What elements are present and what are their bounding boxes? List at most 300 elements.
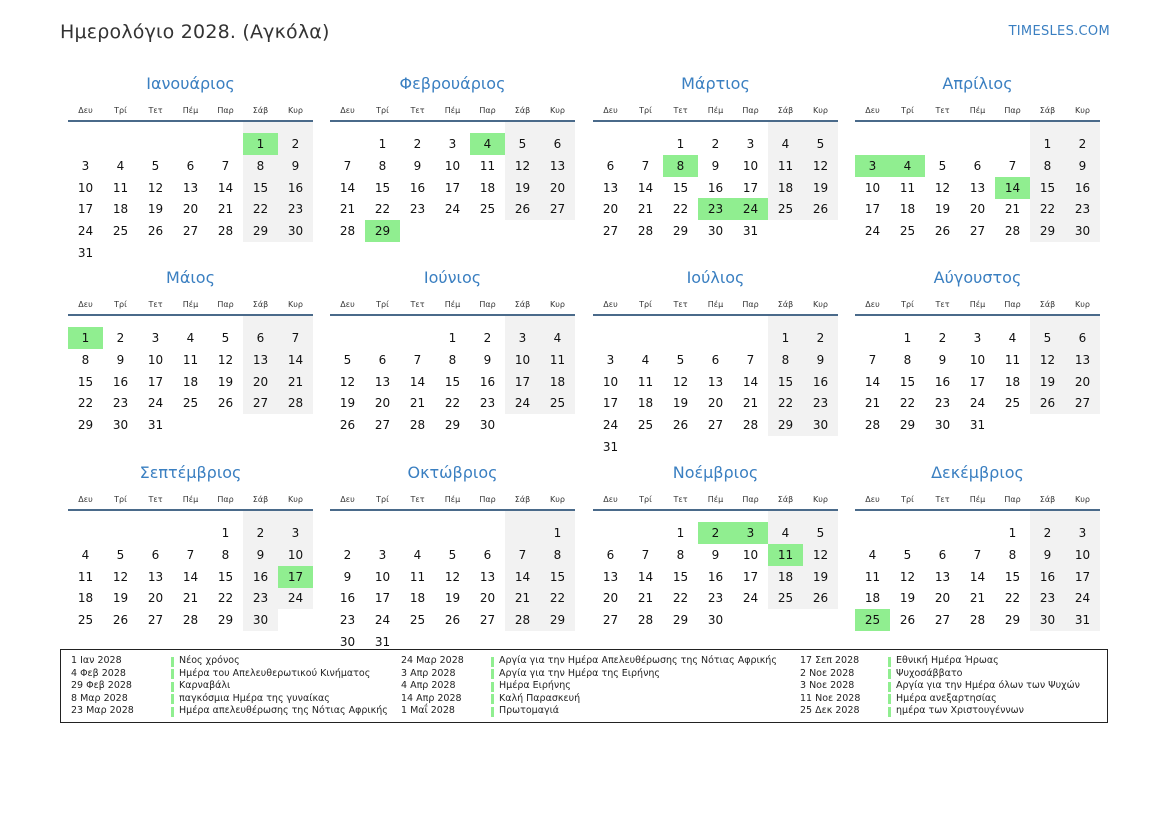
day-cell: 5	[903, 547, 912, 562]
day-cell: 29	[217, 613, 234, 628]
weekday-label: Τρί	[376, 106, 389, 115]
header-rule	[593, 314, 838, 316]
day-cell: 31	[77, 246, 94, 260]
day-cell: 29	[1004, 613, 1021, 628]
day-cell: 20	[182, 202, 199, 217]
weekday-label: Δευ	[78, 495, 93, 504]
day-cell: 4	[781, 526, 790, 540]
month-name: Φεβρουάριος	[399, 74, 506, 93]
weekday-label: Τετ	[148, 300, 163, 309]
month-calendar	[593, 268, 838, 454]
day-cell: 7	[221, 158, 230, 173]
day-cell: 14	[339, 180, 356, 195]
site-link[interactable]: TIMESLES.COM	[1008, 24, 1110, 39]
holiday-marker	[491, 657, 494, 667]
day-cell: 9	[1043, 547, 1052, 562]
day-cell: 6	[973, 158, 982, 173]
day-cell: 9	[291, 158, 300, 173]
day-cell: 3	[973, 331, 982, 345]
day-cell: 24	[147, 396, 164, 411]
header-rule	[330, 314, 575, 316]
holiday-marker	[171, 682, 174, 692]
weekday-label: Σάβ	[252, 495, 269, 504]
day-cell: 9	[483, 352, 492, 367]
day-cell: 13	[1074, 352, 1091, 367]
weekday-label: Σάβ	[252, 106, 269, 115]
day-cell: 28	[339, 224, 356, 239]
day-cell: 21	[1004, 202, 1021, 217]
day-cell: 9	[938, 352, 947, 367]
day-cell: 5	[676, 352, 685, 367]
day-cell: 27	[602, 613, 619, 628]
day-cell: 28	[514, 613, 531, 628]
day-cell: 27	[969, 224, 986, 239]
day-cell: 30	[707, 224, 724, 239]
day-cell: 9	[116, 352, 125, 367]
day-cell: 20	[374, 396, 391, 411]
holiday-date: 25 Δεκ 2028	[800, 705, 860, 717]
day-cell: 4	[868, 547, 877, 562]
month-calendar	[330, 268, 575, 448]
day-cell: 11	[777, 158, 794, 173]
weekday-label: Παρ	[217, 300, 234, 309]
month-calendar	[855, 74, 1100, 254]
day-cell: 31	[742, 224, 759, 239]
month-calendar	[68, 74, 313, 260]
day-cell: 1	[221, 526, 230, 540]
day-cell: 9	[711, 547, 720, 562]
day-cell: 12	[812, 547, 829, 562]
day-cell: 24	[77, 224, 94, 239]
day-cell: 24	[374, 613, 391, 628]
day-cell: 11	[77, 569, 94, 584]
day-cell: 16	[479, 374, 496, 389]
holiday-date: 4 Απρ 2028	[401, 680, 456, 692]
day-cell: 4	[116, 158, 125, 173]
day-cell: 5	[151, 158, 160, 173]
holiday-date: 23 Μαρ 2028	[71, 705, 134, 717]
day-cell: 21	[637, 202, 654, 217]
day-cell: 24	[1074, 591, 1091, 606]
day-cell: 20	[479, 591, 496, 606]
weekday-label: Τετ	[935, 495, 950, 504]
weekday-label: Παρ	[217, 495, 234, 504]
weekday-label: Σάβ	[1039, 495, 1056, 504]
holiday-marker	[171, 657, 174, 667]
day-cell: 23	[707, 591, 724, 606]
day-cell: 9	[343, 569, 352, 584]
day-cell: 29	[444, 418, 461, 433]
month-name: Ιούνιος	[423, 268, 482, 287]
day-cell: 8	[448, 352, 457, 367]
day-cell: 12	[444, 569, 461, 584]
day-cell: 28	[217, 224, 234, 239]
weekday-label: Τρί	[901, 106, 914, 115]
day-cell: 12	[899, 569, 916, 584]
holiday-day: 29	[365, 220, 400, 242]
day-cell: 11	[112, 180, 129, 195]
holiday-name: Ημέρα Ειρήνης	[499, 680, 571, 692]
day-cell: 31	[147, 418, 164, 433]
day-cell: 19	[672, 396, 689, 411]
day-cell: 18	[1004, 374, 1021, 389]
month-calendar	[593, 463, 838, 643]
day-cell: 15	[672, 569, 689, 584]
day-cell: 20	[969, 202, 986, 217]
day-cell: 16	[1074, 180, 1091, 195]
weekday-label: Πέμ	[444, 106, 461, 115]
day-cell: 11	[549, 352, 566, 367]
holiday-day: 17	[278, 566, 313, 588]
day-cell: 25	[182, 396, 199, 411]
day-cell: 25	[777, 202, 794, 217]
day-cell: 22	[672, 591, 689, 606]
day-cell: 9	[413, 158, 422, 173]
weekday-label: Τρί	[639, 106, 652, 115]
header-rule	[68, 120, 313, 122]
day-cell: 3	[81, 158, 90, 173]
day-cell: 20	[602, 202, 619, 217]
day-cell: 10	[969, 352, 986, 367]
day-cell: 10	[77, 180, 94, 195]
day-cell: 3	[518, 331, 527, 345]
day-cell: 31	[1074, 613, 1091, 628]
day-cell: 19	[339, 396, 356, 411]
weekday-label: Κυρ	[288, 495, 303, 504]
day-cell: 6	[606, 158, 615, 173]
day-cell: 23	[1074, 202, 1091, 217]
day-cell: 31	[602, 440, 619, 454]
day-cell: 10	[602, 374, 619, 389]
day-cell: 23	[1039, 591, 1056, 606]
day-cell: 11	[409, 569, 426, 584]
day-cell: 14	[742, 374, 759, 389]
day-cell: 15	[1039, 180, 1056, 195]
day-cell: 11	[182, 352, 199, 367]
day-cell: 20	[549, 180, 566, 195]
day-cell: 20	[1074, 374, 1091, 389]
month-name: Απρίλιος	[942, 74, 1013, 93]
day-cell: 10	[742, 547, 759, 562]
holiday-day: 8	[663, 155, 698, 177]
holiday-day: 25	[855, 609, 890, 631]
weekday-label: Τετ	[410, 106, 425, 115]
month-name: Οκτώβριος	[407, 463, 498, 482]
holiday-day: 1	[243, 133, 278, 155]
day-cell: 3	[151, 331, 160, 345]
month-name: Μάρτιος	[681, 74, 750, 93]
weekday-label: Πέμ	[444, 495, 461, 504]
day-cell: 28	[969, 613, 986, 628]
day-cell: 26	[812, 591, 829, 606]
day-cell: 2	[1043, 526, 1052, 540]
holiday-day: 24	[733, 198, 768, 220]
weekday-label: Κυρ	[288, 106, 303, 115]
day-cell: 1	[378, 137, 387, 151]
day-cell: 16	[287, 180, 304, 195]
day-cell: 17	[514, 374, 531, 389]
day-cell: 5	[816, 526, 825, 540]
day-cell: 2	[816, 331, 825, 345]
holiday-day: 14	[995, 177, 1030, 199]
weekday-label: Παρ	[742, 495, 759, 504]
day-cell: 1	[448, 331, 457, 345]
day-cell: 17	[444, 180, 461, 195]
holiday-marker	[491, 669, 494, 679]
day-cell: 2	[1078, 137, 1087, 151]
day-cell: 10	[444, 158, 461, 173]
day-cell: 20	[934, 591, 951, 606]
day-cell: 5	[816, 137, 825, 151]
month-name: Αύγουστος	[933, 268, 1022, 287]
day-cell: 6	[1078, 331, 1087, 345]
weekday-label: Δευ	[340, 300, 355, 309]
day-cell: 12	[147, 180, 164, 195]
weekday-label: Παρ	[217, 106, 234, 115]
day-cell: 14	[969, 569, 986, 584]
month-name: Ιανουάριος	[146, 74, 235, 93]
day-cell: 5	[938, 158, 947, 173]
day-cell: 15	[444, 374, 461, 389]
day-cell: 9	[1078, 158, 1087, 173]
day-cell: 8	[553, 547, 562, 562]
day-cell: 6	[711, 352, 720, 367]
day-cell: 17	[742, 180, 759, 195]
day-cell: 18	[112, 202, 129, 217]
day-cell: 30	[287, 224, 304, 239]
day-cell: 23	[287, 202, 304, 217]
day-cell: 24	[514, 396, 531, 411]
day-cell: 17	[374, 591, 391, 606]
weekday-label: Σάβ	[252, 300, 269, 309]
day-cell: 21	[339, 202, 356, 217]
holiday-date: 1 Μαΐ 2028	[401, 705, 455, 717]
holiday-marker	[491, 682, 494, 692]
day-cell: 12	[112, 569, 129, 584]
day-cell: 19	[112, 591, 129, 606]
day-cell: 7	[413, 352, 422, 367]
weekday-label: Κυρ	[550, 300, 565, 309]
day-cell: 10	[864, 180, 881, 195]
day-cell: 23	[409, 202, 426, 217]
weekday-label: Κυρ	[813, 495, 828, 504]
weekday-label: Τετ	[148, 495, 163, 504]
weekday-label: Δευ	[865, 300, 880, 309]
day-cell: 13	[182, 180, 199, 195]
weekday-label: Σάβ	[514, 495, 531, 504]
day-cell: 7	[973, 547, 982, 562]
day-cell: 10	[514, 352, 531, 367]
weekday-label: Παρ	[1004, 495, 1021, 504]
weekday-label: Τρί	[114, 300, 127, 309]
holiday-name: Αργία για την Ημέρα όλων των Ψυχών	[896, 680, 1080, 692]
day-cell: 8	[781, 352, 790, 367]
day-cell: 16	[934, 374, 951, 389]
holiday-marker	[491, 707, 494, 717]
holiday-name: ημέρα των Χριστουγέννων	[896, 705, 1024, 717]
day-cell: 26	[514, 202, 531, 217]
day-cell: 13	[969, 180, 986, 195]
day-cell: 14	[637, 569, 654, 584]
day-cell: 17	[742, 569, 759, 584]
day-cell: 19	[1039, 374, 1056, 389]
day-cell: 7	[186, 547, 195, 562]
day-cell: 20	[252, 374, 269, 389]
day-cell: 14	[287, 352, 304, 367]
header-rule	[68, 314, 313, 316]
weekday-label: Παρ	[742, 300, 759, 309]
day-cell: 11	[1004, 352, 1021, 367]
day-cell: 29	[777, 418, 794, 433]
day-cell: 22	[77, 396, 94, 411]
day-cell: 25	[479, 202, 496, 217]
day-cell: 13	[602, 180, 619, 195]
holiday-date: 14 Απρ 2028	[401, 692, 462, 704]
day-cell: 25	[1004, 396, 1021, 411]
holiday-day: 1	[68, 327, 103, 349]
holiday-marker	[888, 657, 891, 667]
holiday-name: παγκόσμια Ημέρα της γυναίκας	[179, 692, 330, 704]
day-cell: 8	[1008, 547, 1017, 562]
month-calendar	[593, 74, 838, 254]
day-cell: 22	[672, 202, 689, 217]
day-cell: 21	[864, 396, 881, 411]
day-cell: 1	[903, 331, 912, 345]
day-cell: 3	[448, 137, 457, 151]
weekday-label: Σάβ	[1039, 106, 1056, 115]
holiday-name: Καλή Παρασκευή	[499, 692, 581, 704]
day-cell: 5	[1043, 331, 1052, 345]
day-cell: 30	[1074, 224, 1091, 239]
day-cell: 12	[514, 158, 531, 173]
day-cell: 8	[256, 158, 265, 173]
holiday-marker	[888, 694, 891, 704]
day-cell: 29	[672, 224, 689, 239]
day-cell: 30	[479, 418, 496, 433]
holiday-date: 2 Νοε 2028	[800, 667, 855, 679]
day-cell: 27	[479, 613, 496, 628]
holiday-date: 4 Φεβ 2028	[71, 667, 126, 679]
month-name: Μάιος	[166, 268, 215, 287]
day-cell: 15	[374, 180, 391, 195]
day-cell: 29	[549, 613, 566, 628]
day-cell: 25	[409, 613, 426, 628]
holiday-name: Ημέρα του Απελευθερωτικού Κινήματος	[179, 667, 371, 679]
weekday-label: Κυρ	[550, 106, 565, 115]
day-cell: 8	[81, 352, 90, 367]
day-cell: 1	[1008, 526, 1017, 540]
page-title: Ημερολόγιο 2028. (Αγκόλα)	[60, 21, 330, 43]
day-cell: 23	[339, 613, 356, 628]
day-cell: 19	[812, 180, 829, 195]
month-calendar	[330, 463, 575, 649]
day-cell: 12	[812, 158, 829, 173]
month-name: Σεπτέμβριος	[139, 463, 242, 482]
day-cell: 18	[479, 180, 496, 195]
day-cell: 21	[969, 591, 986, 606]
day-cell: 5	[116, 547, 125, 562]
day-cell: 26	[1039, 396, 1056, 411]
day-cell: 16	[409, 180, 426, 195]
day-cell: 1	[553, 526, 562, 540]
day-cell: 14	[409, 374, 426, 389]
month-name: Ιούλιος	[686, 268, 745, 287]
day-cell: 13	[479, 569, 496, 584]
day-cell: 7	[868, 352, 877, 367]
day-cell: 20	[602, 591, 619, 606]
day-cell: 30	[707, 613, 724, 628]
weekday-label: Παρ	[479, 300, 496, 309]
day-cell: 19	[934, 202, 951, 217]
weekday-label: Δευ	[78, 106, 93, 115]
day-cell: 12	[672, 374, 689, 389]
weekday-label: Σάβ	[777, 300, 794, 309]
holiday-name: Αργία για την Ημέρα Απελευθέρωσης της Νότιας Αφρικής	[499, 655, 777, 666]
day-cell: 1	[676, 137, 685, 151]
day-cell: 22	[252, 202, 269, 217]
day-cell: 6	[378, 352, 387, 367]
day-cell: 26	[934, 224, 951, 239]
day-cell: 10	[742, 158, 759, 173]
day-cell: 13	[549, 158, 566, 173]
holiday-marker	[888, 707, 891, 717]
day-cell: 17	[147, 374, 164, 389]
holiday-name: Νέος χρόνος	[179, 655, 240, 666]
weekday-label: Παρ	[1004, 106, 1021, 115]
weekday-label: Τετ	[935, 106, 950, 115]
day-cell: 15	[672, 180, 689, 195]
day-cell: 25	[899, 224, 916, 239]
day-cell: 14	[514, 569, 531, 584]
weekday-label: Κυρ	[813, 300, 828, 309]
holiday-date: 29 Φεβ 2028	[71, 680, 132, 692]
day-cell: 7	[1008, 158, 1017, 173]
day-cell: 16	[252, 569, 269, 584]
weekday-label: Τετ	[673, 106, 688, 115]
day-cell: 9	[711, 158, 720, 173]
day-cell: 27	[934, 613, 951, 628]
day-cell: 27	[549, 202, 566, 217]
day-cell: 24	[864, 224, 881, 239]
day-cell: 27	[252, 396, 269, 411]
day-cell: 7	[518, 547, 527, 562]
day-cell: 2	[116, 331, 125, 345]
weekday-label: Τρί	[901, 300, 914, 309]
day-cell: 8	[903, 352, 912, 367]
day-cell: 25	[637, 418, 654, 433]
day-cell: 3	[378, 547, 387, 562]
weekday-label: Πέμ	[969, 300, 986, 309]
month-name: Δεκέμβριος	[931, 463, 1024, 482]
day-cell: 15	[899, 374, 916, 389]
day-cell: 22	[374, 202, 391, 217]
weekday-label: Τρί	[114, 495, 127, 504]
day-cell: 24	[287, 591, 304, 606]
day-cell: 2	[938, 331, 947, 345]
header-rule	[593, 120, 838, 122]
day-cell: 7	[291, 331, 300, 345]
weekday-label: Τρί	[376, 495, 389, 504]
day-cell: 18	[637, 396, 654, 411]
weekday-label: Πέμ	[707, 106, 724, 115]
day-cell: 25	[77, 613, 94, 628]
holiday-marker	[491, 694, 494, 704]
day-cell: 18	[182, 374, 199, 389]
day-cell: 11	[479, 158, 496, 173]
day-cell: 13	[707, 374, 724, 389]
day-cell: 24	[602, 418, 619, 433]
day-cell: 28	[637, 613, 654, 628]
